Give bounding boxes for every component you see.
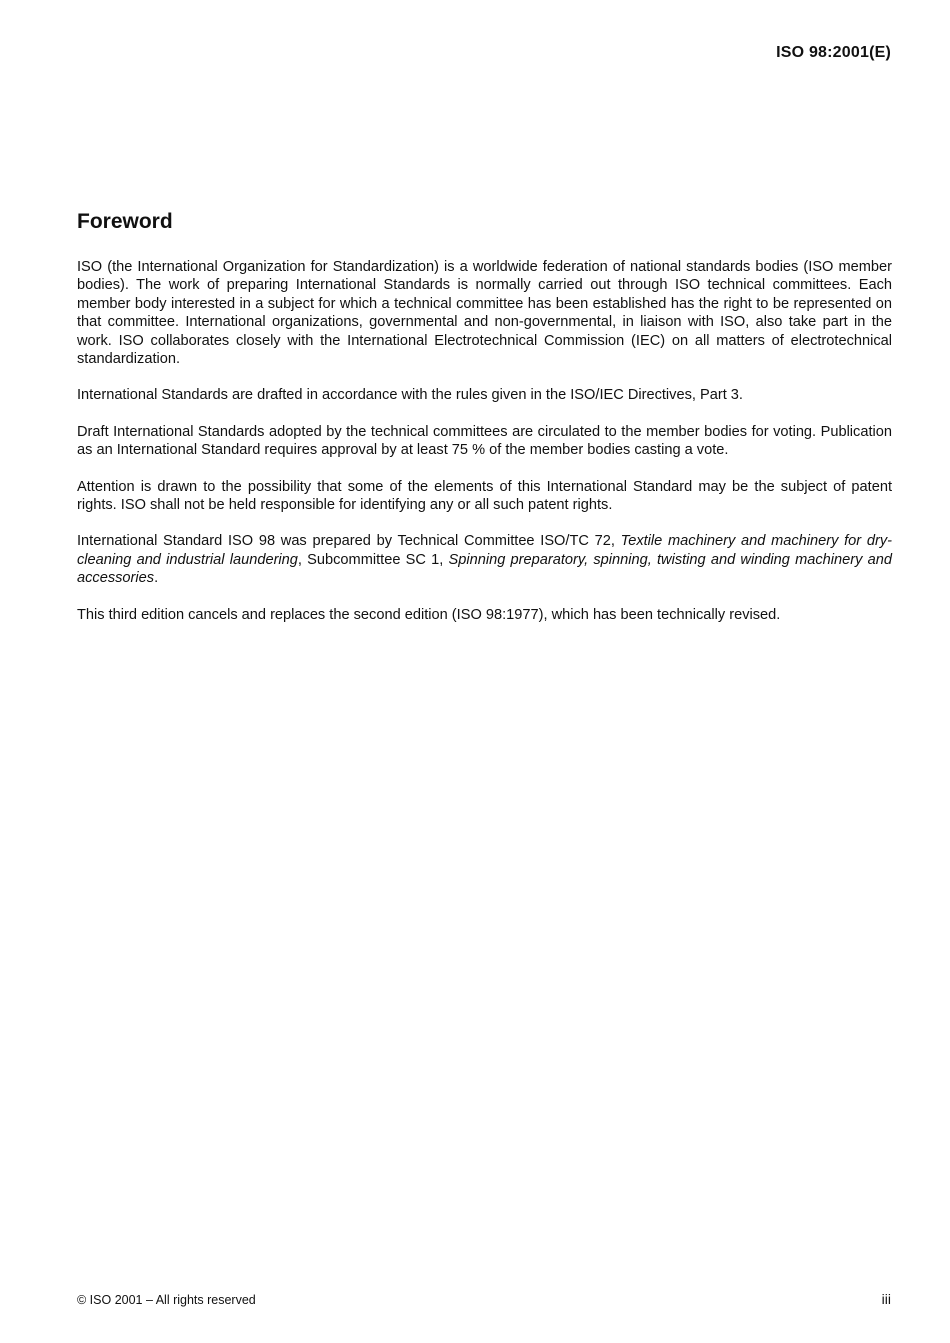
paragraph-edition: This third edition cancels and replaces the second edition (ISO 98:1977), which has been technically revised. [77,606,781,623]
foreword-body [77,258,892,642]
copyright-notice: © ISO 2001 – All rights reserved [77,1293,256,1307]
document-id: ISO 98:2001(E) [776,44,891,61]
subcommittee-name: Spinning preparatory, spinning, twisting and winding machinery and accessories [77,551,892,587]
paragraph-patent-rights: Attention is drawn to the possibility that some of the elements of this International Standard may be the subject of patent rights. ISO shall not be held responsible for identifying any or all such patent rights. [77,478,892,514]
preparation-text-3: . [154,570,159,587]
page-title: Foreword [77,210,173,233]
committee-name: Textile machinery and machinery for dry-cleaning and industrial laundering [77,533,893,568]
paragraph-voting: Draft International Standards adopted by the technical committees are circulated to the member bodies for voting. Publication as an International Standard requires approval by at least 75 % of the member bodies casting a vote. [77,423,892,459]
paragraph-iso-intro: ISO (the International Organization for Standardization) is a worldwide federation of national standards bodies (ISO member bodies). The work of preparing International Standards is normally carried out through ISO technical committees. Each member body interested in a subject for which a technical committee has been established has the right to be represented on that committee. International organizations, governmental and non-governmental, in liaison with ISO, also take part in the work. ISO collaborates closely with the International Electrotechnical Commission (IEC) on all matters of electrotechnical standardization. [77,259,892,368]
paragraph-preparation [77,532,892,587]
paragraph-drafting-rules: International Standards are drafted in accordance with the rules given in the ISO/IEC Directives, Part 3. [77,387,743,404]
preparation-text-1: International Standard ISO 98 was prepared by Technical Committee ISO/TC 72, [77,533,621,550]
preparation-text-2: , Subcommittee SC 1, [297,551,449,568]
page-number: iii [881,1291,891,1307]
